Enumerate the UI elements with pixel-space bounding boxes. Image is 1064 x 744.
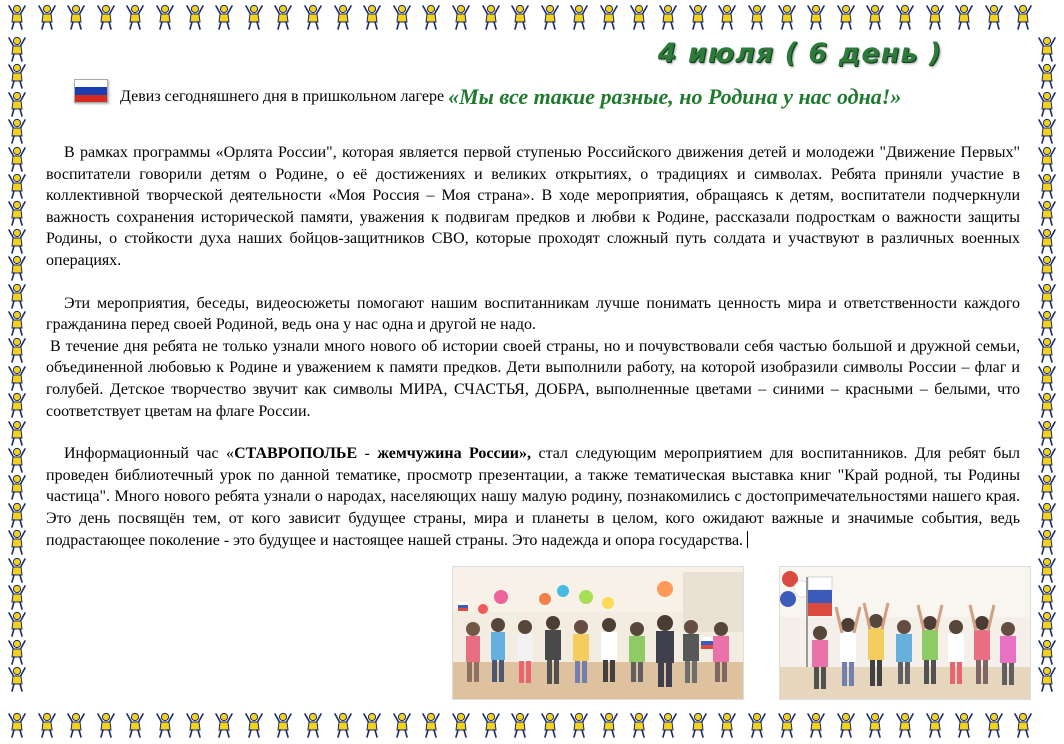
cheering-child-figure-icon [272,4,294,30]
cheering-child-figure-icon [657,4,679,30]
paragraph-1: В рамках программы «Орлята России", которая является первой ступенью Российского движения детей и молодежи "Движение Первых" воспитатели говорили детям о Родине, о её достижениях и великих открытиях, о традициях и символах. Ребята приняли участие в коллективной творческой деятельности «Моя Россия – Моя страна». В ходе мероприятия, обращаясь к детям, воспитатели подчеркнули важность сохранения исторической памяти, уважения к подвигам предков и любви к Родине, рассказали подросткам о важности защиты Родины, о стойкости духа наших бойцов-защитников СВО, которые проходят сложный путь солдата и участвуют в различных военных операциях. [46,144,1020,269]
cheering-child-figure-icon [6,228,28,254]
cheering-child-figure-icon [6,337,28,363]
cheering-child-figure-icon [184,4,206,30]
cheering-child-figure-icon [894,4,916,30]
cheering-child-figure-icon [154,4,176,30]
cheering-child-figure-icon [1036,474,1058,500]
cheering-child-figure-icon [835,4,857,30]
cheering-child-figure-icon [776,4,798,30]
cheering-child-figure-icon [65,4,87,30]
cheering-child-figure-icon [6,447,28,473]
cheering-child-figure-icon [1036,584,1058,610]
cheering-child-figure-icon [598,4,620,30]
cheering-child-figure-icon [450,712,472,738]
cheering-child-figure-icon [6,173,28,199]
cheering-child-figure-icon [1036,502,1058,528]
cheering-child-figure-icon [6,200,28,226]
border-right [1036,0,1064,744]
cheering-child-figure-icon [6,557,28,583]
border-top [0,4,1064,34]
cheering-child-figure-icon [746,4,768,30]
cheering-child-figure-icon [1036,200,1058,226]
cheering-child-figure-icon [6,392,28,418]
cheering-child-figure-icon [302,4,324,30]
cheering-child-figure-icon [953,712,975,738]
cheering-child-figure-icon [36,4,58,30]
cheering-child-figure-icon [184,712,206,738]
photo-children-activity-2 [779,566,1031,700]
border-left [6,0,36,744]
cheering-child-figure-icon [154,712,176,738]
cheering-child-figure-icon [864,4,886,30]
cheering-child-figure-icon [628,4,650,30]
cheering-child-figure-icon [6,584,28,610]
cheering-child-figure-icon [6,666,28,692]
motto-line [74,84,1024,110]
cheering-child-figure-icon [213,4,235,30]
cheering-child-figure-icon [1036,392,1058,418]
cheering-child-figure-icon [480,712,502,738]
cheering-child-figure-icon [6,310,28,336]
cheering-child-figure-icon [6,91,28,117]
cheering-child-figure-icon [1036,337,1058,363]
cheering-child-figure-icon [6,529,28,555]
cheering-child-figure-icon [1036,666,1058,692]
cheering-child-figure-icon [6,63,28,89]
paragraph-4 [46,443,1020,551]
cheering-child-figure-icon [983,712,1005,738]
cheering-child-figure-icon [1036,529,1058,555]
info-bold-subtitle: жемчужина России», [377,445,532,463]
cheering-child-figure-icon [1036,63,1058,89]
cheering-child-figure-icon [332,4,354,30]
cheering-child-figure-icon [6,611,28,637]
cheering-child-figure-icon [776,712,798,738]
cheering-child-figure-icon [420,4,442,30]
cheering-child-figure-icon [6,118,28,144]
motto-lead-text: Девиз сегодняшнего дня в пришкольном лагере [120,88,445,105]
cheering-child-figure-icon [450,4,472,30]
cheering-child-figure-icon [1036,283,1058,309]
page-title: 4 июля ( 6 день ) [657,38,943,69]
cheering-child-figure-icon [805,4,827,30]
cheering-child-figure-icon [924,4,946,30]
cheering-child-figure-icon [864,712,886,738]
cheering-child-figure-icon [6,474,28,500]
cheering-child-figure-icon [1036,91,1058,117]
cheering-child-figure-icon [6,283,28,309]
cheering-child-figure-icon [1036,365,1058,391]
cheering-child-figure-icon [1036,36,1058,62]
cheering-child-figure-icon [36,712,58,738]
cheering-child-figure-icon [95,4,117,30]
cheering-child-figure-icon [687,4,709,30]
cheering-child-figure-icon [539,4,561,30]
cheering-child-figure-icon [6,502,28,528]
cheering-child-figure-icon [6,420,28,446]
cheering-child-figure-icon [509,712,531,738]
cheering-child-figure-icon [983,4,1005,30]
cheering-child-figure-icon [124,4,146,30]
cheering-child-figure-icon [6,36,28,62]
cheering-child-figure-icon [716,4,738,30]
cheering-child-figure-icon [213,712,235,738]
cheering-child-figure-icon [1036,420,1058,446]
cheering-child-figure-icon [953,4,975,30]
cheering-child-figure-icon [95,712,117,738]
info-dash: - [357,445,378,463]
cheering-child-figure-icon [6,146,28,172]
cheering-child-figure-icon [539,712,561,738]
cheering-child-figure-icon [6,639,28,665]
cheering-child-figure-icon [243,4,265,30]
cheering-child-figure-icon [480,4,502,30]
cheering-child-figure-icon [1036,447,1058,473]
info-rest: стал следующим мероприятием для воспитанников. Для ребят был проведен библиотечный урок по данной тематике, просмотр презентации, а также тематическая выставка книг "Край родной, ты Родины частица". Много нового ребята узнали о народах, населяющих нашу малую родину, познакомились с достопримечательностями нашего края. Это день посвящён тем, от кого зависит будущее страны, мира и планеты в целом, кого ожидают важные и значимые события, ведь подрастающее поколение - это будущее и настоящее нашей страны. Это надежда и опора государства. [46,445,1021,549]
cheering-child-figure-icon [598,712,620,738]
cheering-child-figure-icon [124,712,146,738]
cheering-child-figure-icon [6,365,28,391]
cheering-child-figure-icon [1036,173,1058,199]
motto-quote: «Мы все такие разные, но Родина у нас одна!» [448,84,902,109]
cheering-child-figure-icon [1036,118,1058,144]
cheering-child-figure-icon [243,712,265,738]
cheering-child-figure-icon [687,712,709,738]
photo-children-activity-1 [452,566,744,700]
cheering-child-figure-icon [568,4,590,30]
cheering-child-figure-icon [420,712,442,738]
cheering-child-figure-icon [924,712,946,738]
cheering-child-figure-icon [6,255,28,281]
cheering-child-figure-icon [302,712,324,738]
cheering-child-figure-icon [835,712,857,738]
cheering-child-figure-icon [1036,611,1058,637]
cheering-child-figure-icon [716,712,738,738]
cheering-child-figure-icon [1036,557,1058,583]
cheering-child-figure-icon [628,712,650,738]
cheering-child-figure-icon [272,712,294,738]
cheering-child-figure-icon [509,4,531,30]
cheering-child-figure-icon [1012,4,1034,30]
info-lead: Информационный час « [64,445,235,463]
russian-flag-icon [74,79,108,103]
cheering-child-figure-icon [361,4,383,30]
cheering-child-figure-icon [805,712,827,738]
cheering-child-figure-icon [894,712,916,738]
cheering-child-figure-icon [1036,639,1058,665]
cheering-child-figure-icon [1036,146,1058,172]
cheering-child-figure-icon [1012,712,1034,738]
cheering-child-figure-icon [332,712,354,738]
paragraph-3: В течение дня ребята не только узнали много нового об истории своей страны, но и почувствовали себя частью большой и дружной семьи, объединенной любовью к Родине и уважением к памяти предков. Дети выполнили работу, на которой изобразили символы России – флаг и голубей. Детское творчество звучит как символы МИРА, СЧАСТЬЯ, ДОБРА, выполненные цветами – синими – красными – белыми, что соответствует цветам на флаге России. [46,337,1020,420]
cheering-child-figure-icon [746,712,768,738]
cheering-child-figure-icon [1036,310,1058,336]
cheering-child-figure-icon [568,712,590,738]
cheering-child-figure-icon [1036,228,1058,254]
info-bold-title: СТАВРОПОЛЬЕ [234,445,358,463]
cheering-child-figure-icon [65,712,87,738]
cheering-child-figure-icon [657,712,679,738]
paragraph-2: Эти мероприятия, беседы, видеосюжеты помогают нашим воспитанникам лучше понимать ценность мира и ответственности каждого гражданина перед своей Родиной, ведь она у нас одна и другой не надо. [46,294,1020,334]
cheering-child-figure-icon [361,712,383,738]
text-cursor [747,531,748,548]
cheering-child-figure-icon [391,712,413,738]
article-body [46,142,1020,551]
cheering-child-figure-icon [391,4,413,30]
cheering-child-figure-icon [1036,255,1058,281]
border-bottom [0,712,1064,742]
